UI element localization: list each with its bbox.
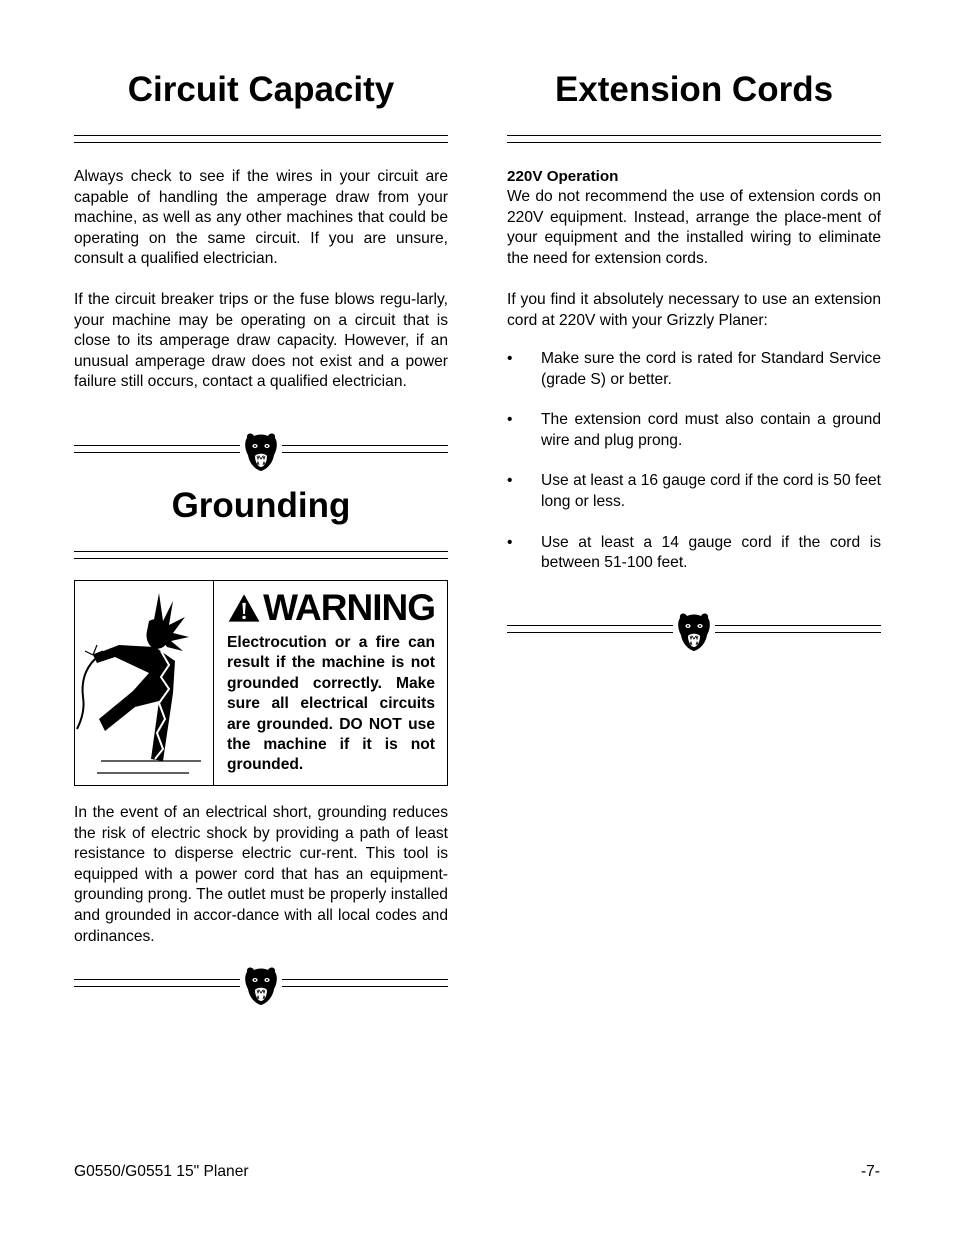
section-rule [74, 135, 448, 143]
bullet-marker: • [507, 533, 513, 551]
bear-divider [74, 966, 448, 1006]
warning-label: WARNING [263, 587, 435, 628]
bullet-marker: • [507, 472, 513, 490]
circuit-paragraph-2: If the circuit breaker trips or the fuse blows regu-larly, your machine may be operating on a circuit that is close to its amperage draw capacity. However, if an unusual amperage draw does not exist and a power failure still occurs, contact a qualified electrician. [74, 291, 448, 391]
list-item: • The extension cord must also contain a ground wire and plug prong. [507, 411, 881, 449]
extension-paragraph-1: We do not recommend the use of extension cords on 220V equipment. Instead, arrange the place-ment of your equipment and the installed wiring to eliminate the need for extension cords. [507, 188, 881, 267]
list-item: • Make sure the cord is rated for Standard Service (grade S) or better. [507, 350, 881, 388]
warning-title [227, 587, 435, 629]
extension-paragraph-2: If you find it absolutely necessary to use an extension cord at 220V with your Grizzly Planer: [507, 291, 881, 329]
grounding-heading: Grounding [171, 486, 351, 525]
warning-triangle-icon [227, 590, 261, 626]
grounding-paragraph: In the event of an electrical short, grounding reduces the risk of electric shock by providing a path of least resistance to disperse electric cur-rent. This tool is equipped with a power cord that has an equipment-grounding prong. The outlet must be properly installed and grounded in accor-dance with all local codes and ordinances. [74, 804, 448, 945]
warning-text: Electrocution or a fire can result if the machine is not grounded correctly. Make sure all electrical circuits are grounded. DO NOT use the machine if it is not grounded. [227, 634, 435, 774]
electrocution-figure [75, 581, 214, 785]
extension-cords-heading: Extension Cords [554, 70, 834, 109]
bear-divider [507, 612, 881, 652]
circuit-capacity-heading: Circuit Capacity [127, 70, 395, 109]
electrocution-icon [75, 581, 213, 785]
footer-model: G0550/G0551 15" Planer [74, 1163, 249, 1180]
section-rule [74, 551, 448, 559]
grizzly-bear-logo-icon [244, 432, 278, 472]
warning-box [74, 580, 448, 786]
list-item: • Use at least a 14 gauge cord if the cord is between 51-100 feet. [507, 533, 881, 572]
extension-requirements-list [507, 349, 881, 594]
section-rule [507, 135, 881, 143]
bullet-marker: • [507, 411, 513, 429]
bear-divider [74, 432, 448, 472]
grizzly-bear-logo-icon [244, 966, 278, 1006]
page-number: -7- [860, 1163, 880, 1180]
circuit-paragraph-1: Always check to see if the wires in your circuit are capable of handling the amperage draw from your machine, as well as any other machines that could be operating on the same circuit. If you are unsure, consult a qualified electrician. [74, 168, 448, 268]
grizzly-bear-logo-icon [677, 612, 711, 652]
bullet-marker: • [507, 350, 513, 367]
operation-subheading: 220V Operation [507, 168, 619, 185]
list-item: • Use at least a 16 gauge cord if the cord is 50 feet long or less. [507, 472, 881, 510]
